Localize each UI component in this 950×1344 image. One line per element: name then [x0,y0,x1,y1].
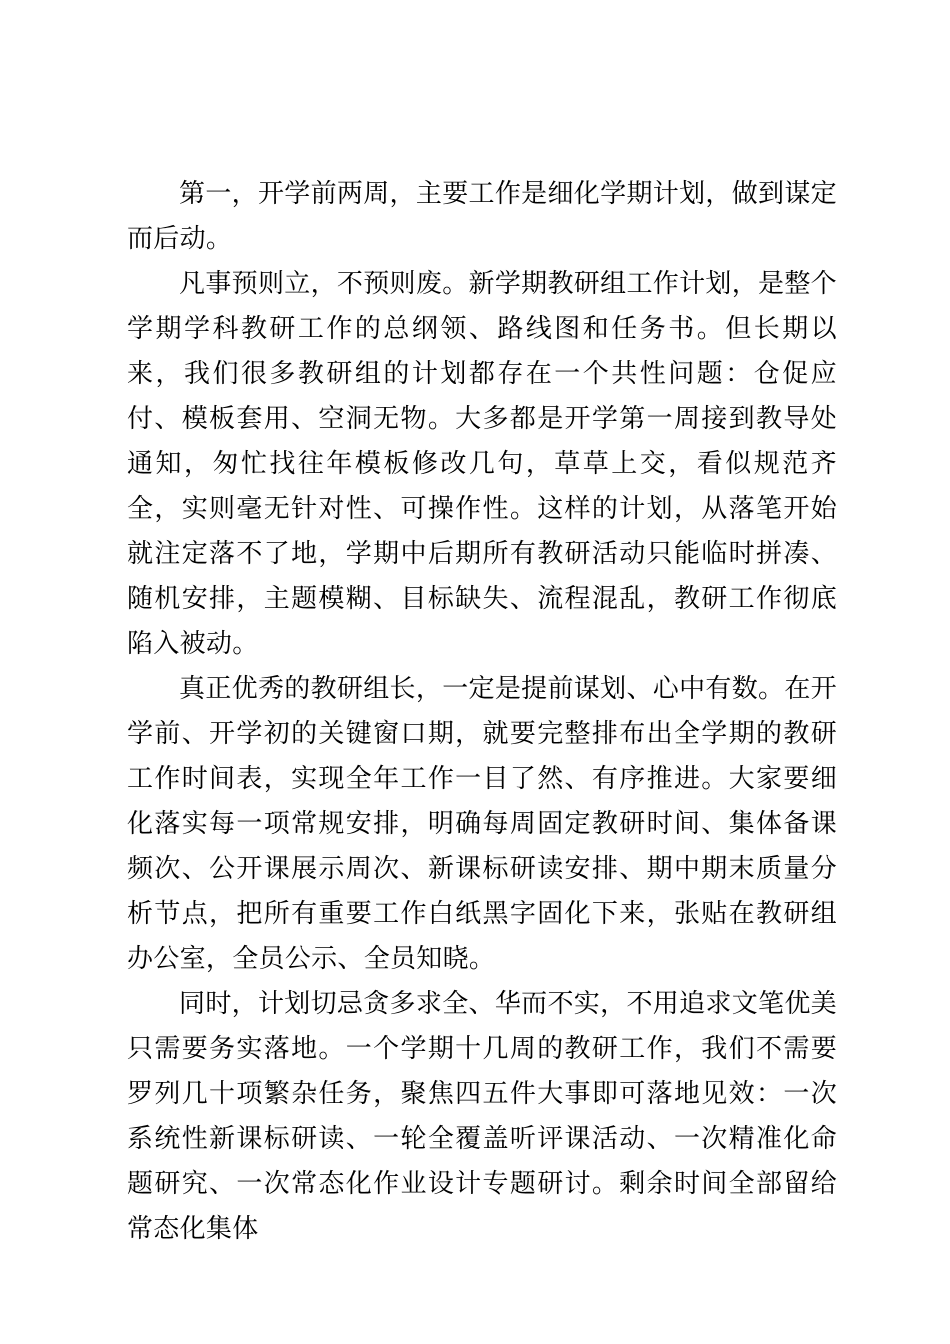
paragraph-4: 同时，计划切忌贪多求全、华而不实，不用追求文笔优美只需要务实落地。一个学期十几周的教研工作，我们不需要罗列几十项繁杂任务，聚焦四五件大事即可落地见效：一次系统性新课标研读、一轮全覆盖听评课活动、一次精准化命题研究、一次常态化作业设计专题研讨。剩余时间全部留给常态化集体 [127,989,837,1244]
paragraph-2: 凡事预则立，不预则废。新学期教研组工作计划，是整个学期学科教研工作的总纲领、路线图和任务书。但长期以来，我们很多教研组的计划都存在一个共性问题：仓促应付、模板套用、空洞无物。大多都是开学第一周接到教导处通知，匆忙找往年模板修改几句，草草上交，看似规范齐全，实则毫无针对性、可操作性。这样的计划，从落笔开始就注定落不了地，学期中后期所有教研活动只能临时拼凑、随机安排，主题模糊、目标缺失、流程混乱，教研工作彻底陷入被动。 [127,269,837,659]
paragraph-1: 第一，开学前两周，主要工作是细化学期计划，做到谋定而后动。 [127,179,837,254]
document-body [127,172,837,1252]
paragraph-3: 真正优秀的教研组长，一定是提前谋划、心中有数。在开学前、开学初的关键窗口期，就要完整排布出全学期的教研工作时间表，实现全年工作一目了然、有序推进。大家要细化落实每一项常规安排，明确每周固定教研时间、集体备课频次、公开课展示周次、新课标研读安排、期中期末质量分析节点，把所有重要工作白纸黑字固化下来，张贴在教研组办公室，全员公示、全员知晓。 [127,674,837,974]
